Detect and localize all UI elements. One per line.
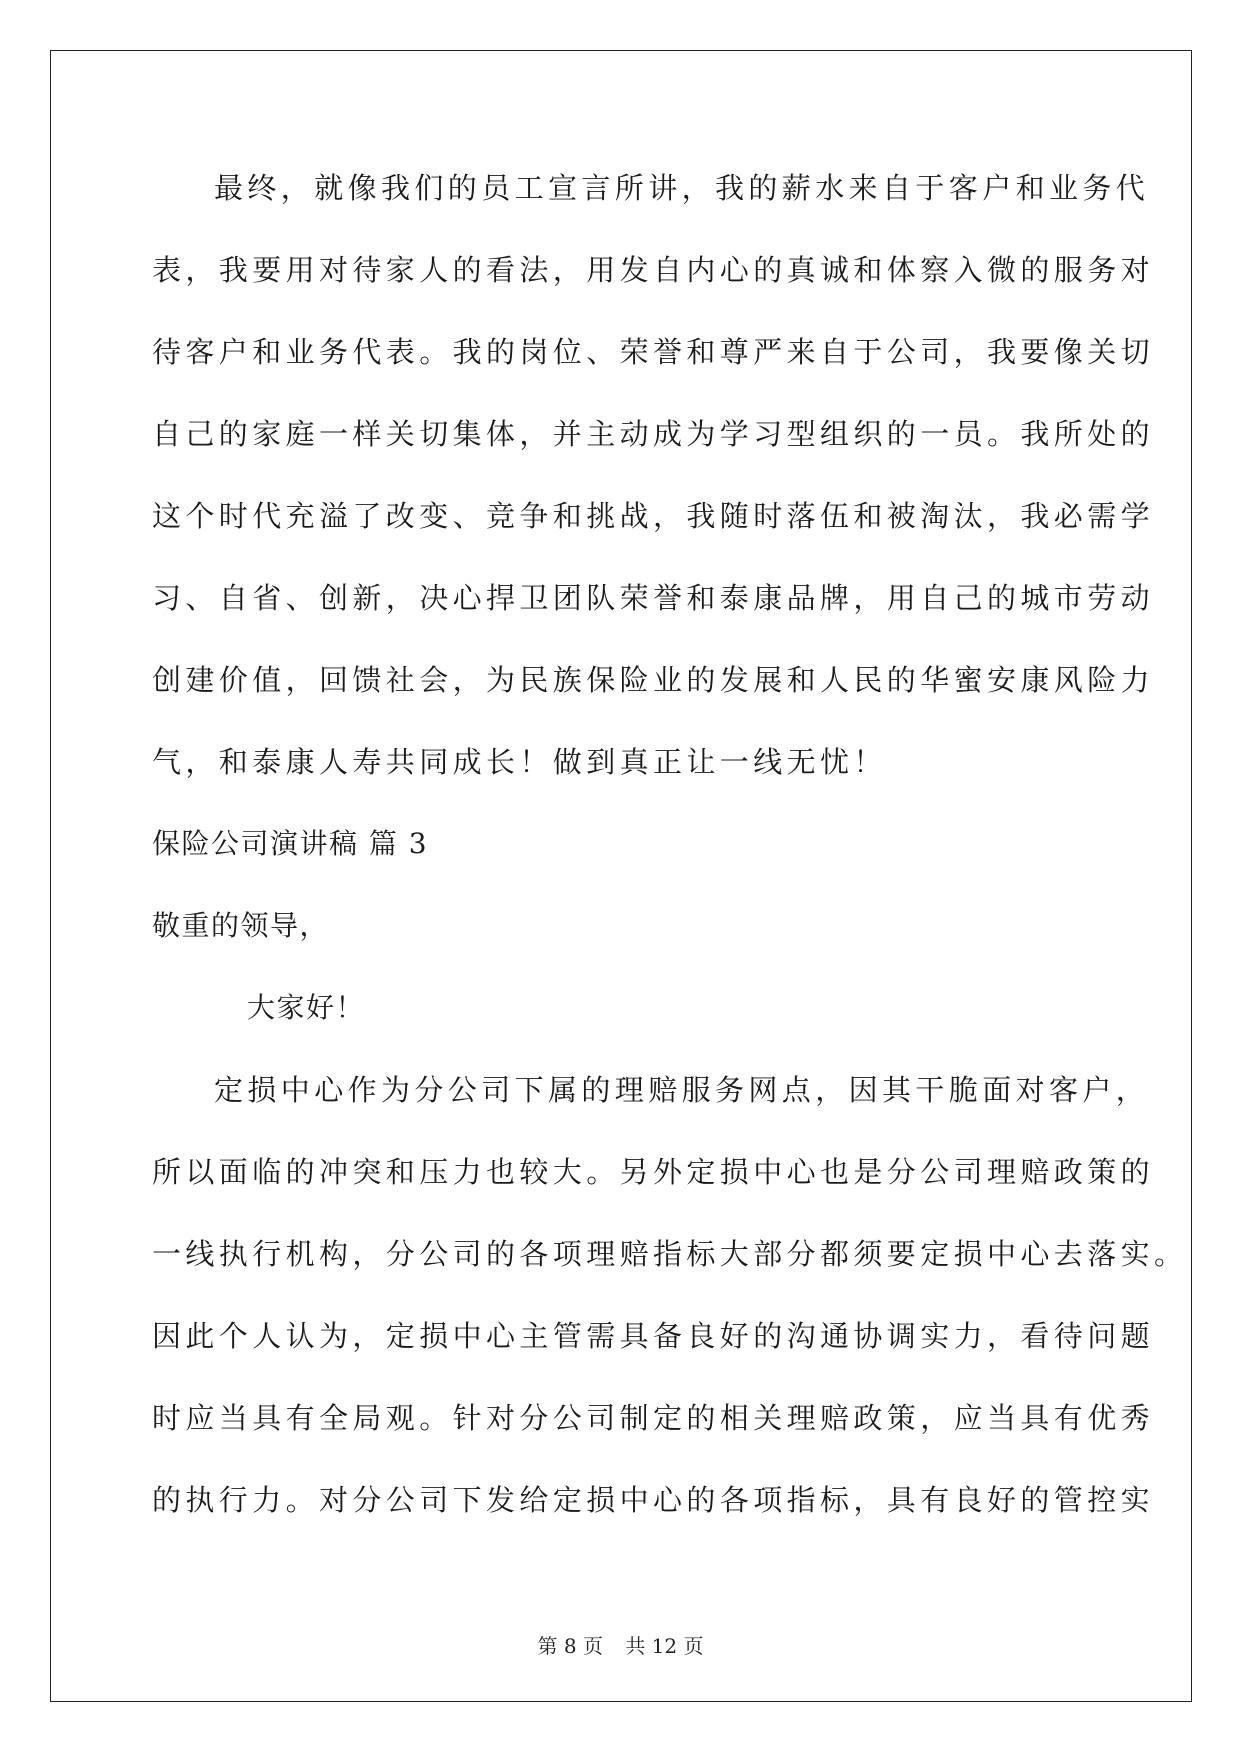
- text-line: 定损中心作为分公司下属的理赔服务网点，因其干脆面对客户，: [214, 1073, 1150, 1107]
- page-total: 共 12 页: [625, 1634, 704, 1658]
- text-line: 习、自省、创新，决心捍卫团队荣誉和泰康品牌，用自己的城市劳动: [152, 581, 1155, 615]
- text-line: 时应当具有全局观。针对分公司制定的相关理赔政策，应当具有优秀: [152, 1401, 1155, 1435]
- text-line: 表，我要用对待家人的看法，用发自内心的真诚和体察入微的服务对: [152, 253, 1155, 287]
- text-line: 因此个人认为，定损中心主管需具备良好的沟通协调实力，看待问题: [152, 1319, 1155, 1353]
- text-line: 待客户和业务代表。我的岗位、荣誉和尊严来自于公司，我要像关切: [152, 335, 1155, 369]
- paragraph-1: [152, 160, 1155, 816]
- text-line: 这个时代充溢了改变、竞争和挑战，我随时落伍和被淘汰，我必需学: [152, 499, 1155, 533]
- text-line: 一线执行机构，分公司的各项理赔指标大部分都须要定损中心去落实。: [152, 1237, 1188, 1271]
- text-line: 最终，就像我们的员工宣言所讲，我的薪水来自于客户和业务代: [214, 171, 1150, 205]
- document-body: [152, 160, 1188, 1554]
- text-line: 创建价值，回馈社会，为民族保险业的发展和人民的华蜜安康风险力: [152, 663, 1155, 697]
- text-line: 的执行力。对分公司下发给定损中心的各项指标，具有良好的管控实: [152, 1483, 1155, 1517]
- page-footer: [0, 1630, 1241, 1659]
- text-line: 气，和泰康人寿共同成长！做到真正让一线无忧！: [152, 745, 887, 779]
- paragraph-2: [152, 1062, 1188, 1554]
- page-number: 第 8 页: [537, 1634, 603, 1658]
- salutation: 敬重的领导，: [152, 909, 330, 942]
- text-line: 所以面临的冲突和压力也较大。另外定损中心也是分公司理赔政策的: [152, 1155, 1155, 1189]
- text-line: 自己的家庭一样关切集体，并主动成为学习型组织的一员。我所处的: [152, 417, 1155, 451]
- section-heading: 保险公司演讲稿 篇 3: [152, 827, 429, 860]
- greeting: 大家好！: [247, 991, 366, 1024]
